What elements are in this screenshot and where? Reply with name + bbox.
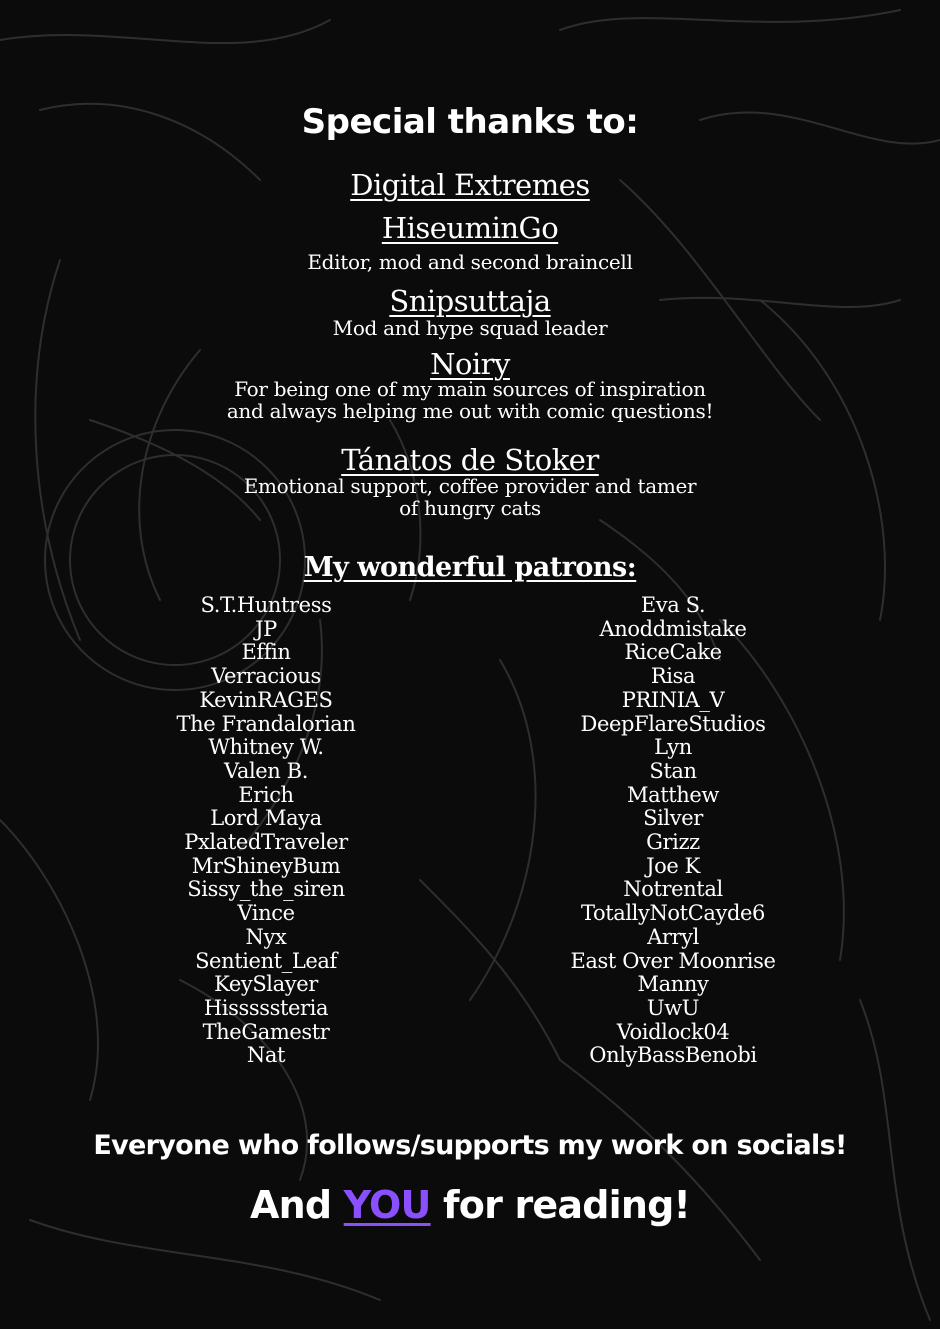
patrons-heading: My wonderful patrons: [303, 552, 637, 583]
patrons-right-column [523, 594, 823, 1068]
patron-name: Notrental [623, 877, 723, 902]
special-thanks-heading: Special thanks to: [301, 102, 639, 142]
patron-name: Sissy_the_siren [187, 877, 345, 902]
patron-name: Eva S. [640, 593, 706, 617]
patron-name: PRINIA_V [621, 687, 725, 712]
credit-name-digital-extremes: Digital Extremes [350, 168, 590, 202]
patron-name: Grizz [646, 830, 700, 855]
patron-name: Manny [637, 972, 709, 997]
credit-role-noiry-line1: For being one of my main sources of inspiration [234, 377, 706, 401]
patron-name: Joe K [646, 853, 700, 878]
patron-name: Hisssssteria [203, 995, 329, 1020]
patron-name: Anoddmistake [599, 616, 747, 641]
credit-role-hiseumingo: Editor, mod and second braincell [307, 250, 633, 274]
patron-name: Valen B. [223, 758, 308, 783]
patron-name: Lord Maya [210, 806, 322, 831]
credit-role-tanatos-line2: of hungry cats [399, 496, 541, 520]
patron-name: Vince [237, 901, 295, 926]
patron-name: East Over Moonrise [570, 948, 776, 973]
patron-name: PxlatedTraveler [184, 830, 348, 855]
patron-name: Voidlock04 [616, 1019, 730, 1044]
credit-name-hiseumingo: HiseuminGo [381, 211, 559, 245]
reading-prefix: And [249, 1183, 344, 1227]
patron-name: S.T.Huntress [200, 593, 332, 617]
patron-name: Matthew [626, 782, 720, 807]
credit-name-noiry: Noiry [430, 347, 510, 381]
patron-name: UwU [646, 995, 700, 1020]
patrons-left-column [116, 594, 416, 1068]
patron-name: Nyx [245, 924, 287, 949]
credit-name-tanatos: Tánatos de Stoker [341, 443, 599, 477]
patron-name: MrShineyBum [191, 853, 341, 878]
credit-role-noiry-line2: and always helping me out with comic questions! [226, 399, 714, 423]
patron-name: TheGamestr [202, 1019, 330, 1044]
patron-name: JP [255, 616, 277, 641]
patron-name: Nat [246, 1043, 286, 1068]
patron-name: Silver [643, 806, 703, 831]
patron-name: Arryl [647, 924, 699, 949]
reading-thanks-line [0, 1183, 940, 1227]
patron-name: TotallyNotCayde6 [580, 901, 765, 926]
patron-name: Lyn [654, 735, 692, 760]
patron-name: Stan [649, 758, 697, 783]
patron-name: Risa [650, 664, 696, 689]
patron-name: Verracious [211, 664, 321, 689]
patron-name: Whitney W. [208, 735, 324, 760]
patron-name: Sentient_Leaf [195, 948, 337, 973]
credit-role-snipsuttaja: Mod and hype squad leader [332, 316, 608, 340]
reading-suffix: for reading! [430, 1183, 691, 1227]
socials-thanks-line: Everyone who follows/supports my work on socials! [93, 1130, 847, 1161]
patron-name: RiceCake [624, 640, 722, 665]
credit-role-tanatos-line1: Emotional support, coffee provider and tamer [243, 474, 697, 498]
patron-name: The Frandalorian [176, 711, 356, 736]
patron-name: OnlyBassBenobi [589, 1043, 757, 1068]
you-highlight: YOU [343, 1183, 431, 1227]
patron-name: Effin [241, 640, 291, 665]
patron-name: KeySlayer [214, 972, 318, 997]
credit-name-snipsuttaja: Snipsuttaja [389, 284, 551, 318]
patron-name: DeepFlareStudios [580, 711, 766, 736]
patron-name: Erich [238, 782, 294, 807]
patron-name: KevinRAGES [199, 687, 333, 712]
